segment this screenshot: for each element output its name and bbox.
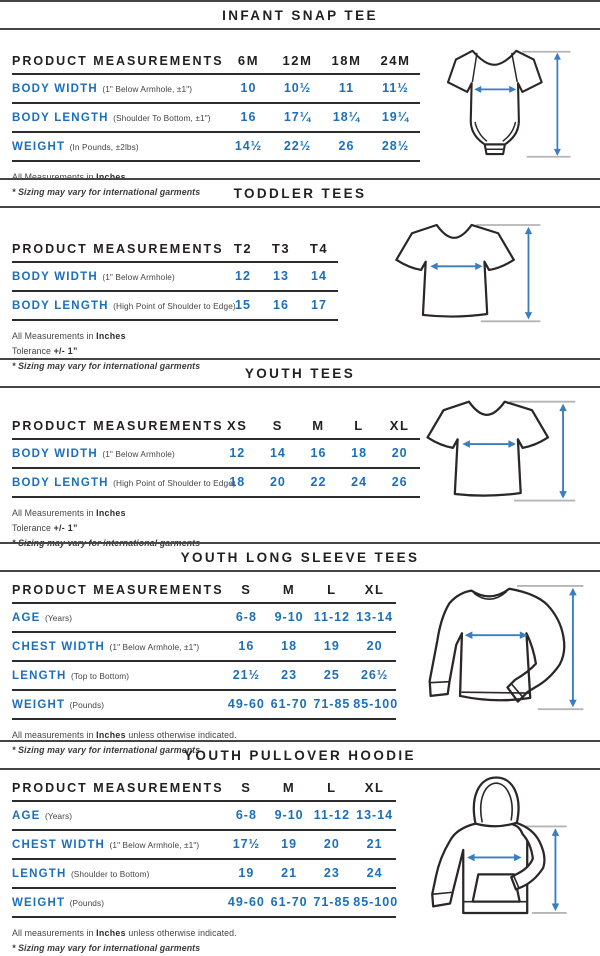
cell-value: 18 (268, 632, 311, 661)
row-label: CHEST WIDTH (12, 641, 106, 653)
measurements-table (12, 50, 420, 162)
section-youth-tees (0, 358, 600, 548)
sizing-note: * Sizing may vary for international garments (12, 943, 201, 953)
table-header-row (12, 50, 420, 74)
table-row (12, 661, 396, 690)
length-arrow (569, 588, 577, 708)
cell-value: 10 (224, 74, 273, 103)
measurements-table (12, 777, 399, 918)
body-length-arrow (525, 227, 532, 320)
garment-outline (396, 225, 513, 317)
row-label: AGE (12, 612, 41, 624)
row-note: (1" Below Armhole, ±1") (109, 840, 200, 850)
row-note: (1" Below Armhole) (102, 449, 175, 459)
product-measurements-header: PRODUCT MEASUREMENTS (12, 579, 225, 603)
section-title: INFANT SNAP TEE (222, 8, 378, 23)
section-body (0, 572, 600, 758)
cell-value: 20 (379, 439, 420, 468)
cell-value: 20 (311, 830, 354, 859)
measurements-note: All Measurements in Inches (12, 172, 126, 182)
cell-value: 18 (217, 468, 258, 497)
cell-value: 16 (225, 632, 268, 661)
sizing-note: * Sizing may vary for international garments (12, 745, 201, 755)
cell-value: 19 (225, 859, 268, 888)
cell-value: 20 (353, 632, 396, 661)
measurements-note: All measurements in Inches unless otherwise indicated. (12, 928, 237, 938)
row-label-cell (12, 632, 225, 661)
cell-value: 49-60 (225, 888, 268, 917)
cell-value: 23 (311, 859, 354, 888)
cell-value: 9-10 (268, 801, 311, 830)
sizing-note: * Sizing may vary for international garments (12, 187, 201, 197)
table-header-row (12, 238, 338, 262)
row-label-cell (12, 859, 225, 888)
table-row (12, 468, 420, 497)
cell-value: 6-8 (225, 603, 268, 632)
cell-value: 12 (224, 262, 262, 291)
product-measurements-header: PRODUCT MEASUREMENTS (12, 415, 217, 439)
row-label-cell (12, 801, 225, 830)
row-note: (Years) (44, 811, 73, 821)
footnotes (12, 926, 600, 956)
section-header (0, 542, 600, 572)
cell-value: 25 (311, 661, 354, 690)
row-label: LENGTH (12, 868, 67, 880)
table-row (12, 103, 420, 132)
table-row (12, 888, 396, 917)
section-header (0, 740, 600, 770)
row-note: (1" Below Armhole, ±1") (102, 84, 193, 94)
product-measurements-header: PRODUCT MEASUREMENTS (12, 50, 224, 74)
youth-long-sleeve-illustration (424, 576, 590, 721)
section-body (0, 30, 600, 200)
row-note: (Shoulder to Bottom) (70, 869, 150, 879)
section-title: YOUTH TEES (244, 366, 356, 381)
row-label: BODY WIDTH (12, 448, 98, 460)
size-column-header: L (339, 415, 380, 439)
product-measurements-header: PRODUCT MEASUREMENTS (12, 238, 224, 262)
youth-tee-diagram (420, 394, 580, 512)
row-label-cell (12, 103, 224, 132)
row-note: (1" Below Armhole, ±1") (109, 642, 200, 652)
row-note: (Years) (44, 613, 73, 623)
row-label: WEIGHT (12, 141, 66, 153)
table-row (12, 801, 396, 830)
size-column-header: T3 (262, 238, 300, 262)
toddler-tee-diagram (389, 217, 545, 333)
cell-value: 19 (268, 830, 311, 859)
size-column-header: M (268, 579, 311, 603)
cell-value: 17 (300, 291, 338, 320)
cell-value: 24 (339, 468, 380, 497)
cell-value: 61-70 (268, 888, 311, 917)
section-title: YOUTH PULLOVER HOODIE (184, 748, 416, 763)
table-row (12, 439, 420, 468)
body-length-arrow (554, 53, 561, 156)
cell-value: 11 (322, 74, 371, 103)
measurements-table (12, 579, 399, 720)
section-youth-long-sleeve-tees (0, 542, 600, 755)
row-label: BODY WIDTH (12, 83, 98, 95)
size-column-header: S (225, 579, 268, 603)
row-label-cell (12, 468, 236, 497)
garment-outline (428, 402, 548, 496)
cell-value: 23 (268, 661, 311, 690)
measurements-note: All measurements in Inches unless otherwise indicated. (12, 730, 237, 740)
measurements-note: All Measurements in Inches (12, 508, 126, 518)
body-length-arrow (559, 404, 567, 499)
cell-value: 26 (322, 132, 371, 161)
table-row (12, 830, 396, 859)
row-label-cell (12, 603, 225, 632)
table-row (12, 74, 420, 103)
table-row (12, 690, 396, 719)
cell-value: 11-12 (311, 801, 354, 830)
measurements-note: All Measurements in Inches (12, 331, 126, 341)
cell-value: 14 (258, 439, 299, 468)
row-label-cell (12, 690, 225, 719)
garment-outline (430, 589, 565, 702)
cell-value: 17¼ (273, 103, 322, 132)
measurements-table (12, 238, 338, 321)
table-row (12, 603, 396, 632)
sizing-note: * Sizing may vary for international garments (12, 361, 201, 371)
cell-value: 13-14 (353, 603, 396, 632)
size-column-header: L (311, 579, 354, 603)
cell-value: 14 (300, 262, 338, 291)
size-column-header: T2 (224, 238, 262, 262)
row-label-cell (12, 830, 225, 859)
cell-value: 13 (262, 262, 300, 291)
table-header-row (12, 579, 396, 603)
cell-value: 14½ (224, 132, 273, 161)
size-column-header: XL (353, 579, 396, 603)
tolerance-note: Tolerance +/- 1” (12, 523, 78, 533)
youth-long-sleeve-diagram (424, 576, 590, 721)
section-header (0, 358, 600, 388)
row-note: (Pounds) (69, 898, 105, 908)
cell-value: 85-100 (353, 690, 396, 719)
size-column-header: L (311, 777, 354, 801)
cell-value: 21 (353, 830, 396, 859)
row-label: WEIGHT (12, 897, 66, 909)
size-column-header: T4 (300, 238, 338, 262)
section-title: TODDLER TEES (233, 186, 367, 201)
cell-value: 11½ (371, 74, 420, 103)
row-label-cell (12, 132, 224, 161)
size-column-header: 12M (273, 50, 322, 74)
row-label: LENGTH (12, 670, 67, 682)
section-title: YOUTH LONG SLEEVE TEES (180, 550, 420, 565)
size-column-header: 6M (224, 50, 273, 74)
section-body (0, 770, 600, 956)
left-cuff-line (430, 682, 450, 683)
youth-tee-illustration (420, 394, 580, 512)
cell-value: 85-100 (353, 888, 396, 917)
table-row (12, 291, 338, 320)
row-label: BODY LENGTH (12, 112, 109, 124)
row-note: (Top to Bottom) (70, 671, 130, 681)
cell-value: 26½ (353, 661, 396, 690)
section-header (0, 178, 600, 208)
measurements-table (12, 415, 420, 498)
cell-value: 15 (224, 291, 262, 320)
cell-value: 21½ (225, 661, 268, 690)
cell-value: 13-14 (353, 801, 396, 830)
row-label: BODY LENGTH (12, 477, 109, 489)
cell-value: 61-70 (268, 690, 311, 719)
cell-value: 6-8 (225, 801, 268, 830)
cell-value: 19 (311, 632, 354, 661)
row-label: BODY LENGTH (12, 300, 109, 312)
cell-value: 22 (298, 468, 339, 497)
section-youth-pullover-hoodie (0, 740, 600, 953)
cell-value: 20 (258, 468, 299, 497)
size-column-header: 18M (322, 50, 371, 74)
size-column-header: M (298, 415, 339, 439)
row-label-cell (12, 439, 217, 468)
table-row (12, 859, 396, 888)
section-body (0, 388, 600, 551)
row-label: WEIGHT (12, 699, 66, 711)
row-label: BODY WIDTH (12, 271, 98, 283)
table-row (12, 632, 396, 661)
youth-hoodie-illustration (428, 770, 570, 928)
cell-value: 22½ (273, 132, 322, 161)
cell-value: 19¼ (371, 103, 420, 132)
row-label-cell (12, 291, 236, 320)
size-column-header: S (258, 415, 299, 439)
infant-bodysuit-diagram (434, 40, 574, 164)
table-header-row (12, 415, 420, 439)
cell-value: 9-10 (268, 603, 311, 632)
row-label-cell (12, 888, 225, 917)
row-note: (Pounds) (69, 700, 105, 710)
cell-value: 24 (353, 859, 396, 888)
cell-value: 71-85 (311, 690, 354, 719)
row-note: (High Point of Shoulder to Edge) (113, 478, 236, 488)
table-header-row (12, 777, 396, 801)
table-row (12, 262, 338, 291)
tolerance-note: Tolerance +/- 1” (12, 346, 78, 356)
sizing-note: * Sizing may vary for international garments (12, 538, 201, 548)
section-header (0, 0, 600, 30)
size-column-header: XL (379, 415, 420, 439)
row-label: AGE (12, 810, 41, 822)
size-column-header: 24M (371, 50, 420, 74)
size-column-header: M (268, 777, 311, 801)
garment-outline (448, 51, 542, 145)
row-note: (Shoulder To Bottom, ±1") (113, 113, 211, 123)
cell-value: 17½ (225, 830, 268, 859)
youth-hoodie-diagram (428, 770, 570, 928)
cell-value: 10½ (273, 74, 322, 103)
cell-value: 26 (379, 468, 420, 497)
length-arrow (552, 828, 560, 911)
cell-value: 12 (217, 439, 258, 468)
row-note: (High Point of Shoulder to Edge) (113, 301, 236, 311)
cell-value: 21 (268, 859, 311, 888)
size-column-header: XS (217, 415, 258, 439)
cell-value: 11-12 (311, 603, 354, 632)
row-label-cell (12, 661, 225, 690)
row-note: (1" Below Armhole) (102, 272, 175, 282)
row-label-cell (12, 262, 224, 291)
cell-value: 71-85 (311, 888, 354, 917)
row-label-cell (12, 74, 224, 103)
cell-value: 18¼ (322, 103, 371, 132)
cell-value: 18 (339, 439, 380, 468)
cell-value: 49-60 (225, 690, 268, 719)
cell-value: 16 (224, 103, 273, 132)
section-toddler-tees (0, 178, 600, 371)
section-body (0, 208, 600, 374)
infant-bodysuit-illustration (434, 40, 574, 164)
product-measurements-header: PRODUCT MEASUREMENTS (12, 777, 225, 801)
cell-value: 16 (298, 439, 339, 468)
cell-value: 28½ (371, 132, 420, 161)
row-note: (In Pounds, ±2lbs) (69, 142, 139, 152)
cell-value: 16 (262, 291, 300, 320)
size-column-header: S (225, 777, 268, 801)
row-label: CHEST WIDTH (12, 839, 106, 851)
table-row (12, 132, 420, 161)
size-column-header: XL (353, 777, 396, 801)
toddler-tee-illustration (389, 217, 545, 333)
